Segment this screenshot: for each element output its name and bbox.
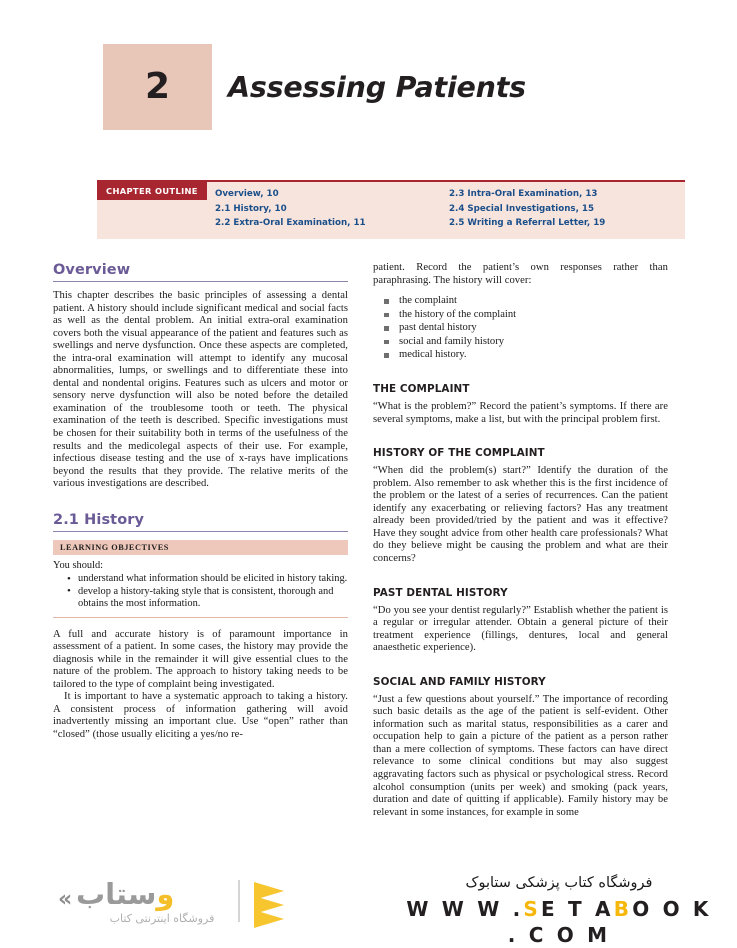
learning-objectives-title: LEARNING OBJECTIVES [53,540,348,555]
subsection-body-past-dental-history: “Do you see your dentist regularly?” Establish whether the patient is a regular or irregular attender. Obtain a general picture of their treatment experience (fillings, dentures, local and general anaesthetic experience). [373,604,668,654]
history-intro-paragraph: patient. Record the patient’s own responses rather than paraphrasing. The history will cover: [373,262,668,286]
site-url-part: S [523,897,542,921]
double-chevron-left-icon: « [58,887,73,912]
outline-entry[interactable]: Overview, 10 [215,189,279,199]
outline-entry[interactable]: 2.5 Writing a Referral Letter, 19 [449,218,606,229]
subsection-heading-social-and-family-history: SOCIAL AND FAMILY HISTORY [373,675,546,688]
spacer [53,491,348,512]
history-heading: 2.1 History [53,511,145,528]
list-item: • develop a history-taking style that is consistent, thorough and obtains the most information. [67,586,348,611]
list-item: medical history. [384,348,668,362]
column-left [53,262,348,742]
outline-entry[interactable]: 2.4 Special Investigations, 15 [449,203,594,214]
list-item: the history of the complaint [384,308,668,322]
overview-paragraph: This chapter describes the basic principles of assessing a dental patient. A history should include significant medical and social facts as well as the dental problem. An initial extra-oral examination covers both the visual appearance of the patient and features such as swellings and nerve dysfunction. Once these aspects are completed, the intra-oral examination will attempt to identify any mucosal abnormalities, lumps, or swellings and to differentiate these into dental and nondental origins. Features such as ulcers and motor or sensory nerve dysfunction will also be noted before the detailed examination of the troublesome tooth or teeth. The physical examination of the teeth is described. Specific investigations must be chosen for their suitability both in terms of the usefulness of the results and the medicolegal aspects of their use. For example, infectious disease testing and the use of x-rays have implications beyond the results that they provide. The relative merits of the various investigations are described. [53,290,348,490]
site-url-part: E T A [541,897,614,921]
spacer [53,618,348,629]
setabook-logo[interactable] [58,877,358,935]
history-rule [53,531,348,532]
history-items-list [373,294,668,362]
logo-chevron-mark-icon [254,881,316,927]
spacer [373,566,668,587]
list-item: • understand what information should be elicited in history taking. [67,573,348,586]
chapter-header [0,44,737,130]
logo-tagline: فروشگاه اینترنتی کتاب [109,912,215,925]
history-paragraph-1: A full and accurate history is of paramount importance in assessment of a patient. In some cases, the history may provide the diagnosis while in the remainder it will give essential clues to the nature of the problem. The approach to history taking needs to be tailored to the type of complaint being investigated. [53,628,348,690]
overview-rule [53,281,348,282]
list-item: the complaint [384,294,668,308]
learning-objectives-body [53,555,348,617]
logo-wordmark-accent: و [156,877,175,911]
list-item: past dental history [384,321,668,335]
chapter-number-box [103,44,212,130]
logo-wordmark-main: ستاب [76,877,157,911]
chapter-outline-label: CHAPTER OUTLINE [97,182,207,200]
page-title: Assessing Patients [228,70,526,104]
chapter-number: 2 [144,66,171,107]
spacer [373,655,668,676]
logo-divider [238,880,240,922]
site-url-part: B [613,897,633,921]
column-right [373,262,668,819]
site-info[interactable] [399,873,719,948]
footer-watermark [0,871,737,947]
site-url[interactable] [399,896,719,948]
outline-entry[interactable]: 2.3 Intra-Oral Examination, 13 [449,189,598,199]
subsection-heading-history-of-the-complaint: HISTORY OF THE COMPLAINT [373,447,545,460]
subsection-heading-the-complaint: THE COMPLAINT [373,383,470,396]
learning-objectives-lead: You should: [53,559,104,571]
history-paragraph-2: It is important to have a systematic approach to taking a history. A consistent process of information gathering will avoid inadvertently missing an important clue. Use “open” rather than “closed” (those usually eliciting a yes/no re- [53,691,348,741]
outline-column-right [449,187,685,231]
site-url-part: O O K . C O M [507,897,712,947]
outline-entry[interactable]: 2.1 History, 10 [215,203,287,214]
learning-objectives-box [53,540,348,618]
subsection-heading-past-dental-history: PAST DENTAL HISTORY [373,586,508,599]
learning-objectives-list [53,573,348,611]
overview-heading: Overview [53,262,131,278]
logo-wordmark [76,879,174,909]
spacer [373,362,668,383]
subsection-body-the-complaint: “What is the problem?” Record the patient’s symptoms. If there are several symptoms, make a list, but with the principal problem first. [373,401,668,425]
outline-entry[interactable]: 2.2 Extra-Oral Examination, 11 [215,218,366,229]
spacer [373,426,668,447]
site-url-part: W W W . [406,897,524,921]
list-item: social and family history [384,335,668,349]
site-persian-label: فروشگاه کتاب پزشکی ستابوک [465,875,653,891]
subsection-body-social-and-family-history: “Just a few questions about yourself.” The importance of recording such basic details as the age of the patient is self-evident. Other information such as marital status, responsibilities as a carer and occupation help to gain a picture of the patient as a person rather than a mere collection of symptoms. These factors can have direct relevance to some clinical conditions but may also suggest aggravating factors such as physical or psychological stress. Record alcohol consumption (units per week) and smoking (pack years, duration and date of quitting if applicable). Family history may be relevant in some instances, for example in some [373,693,668,818]
chapter-outline [97,180,685,239]
subsection-body-history-of-the-complaint: “When did the problem(s) start?” Identify the duration of the problem. Also remember to ask whether this is the first incidence of the problem or the latest of a series of recurrences. Can the patient identify any exacerbating or relieving factors? Has any treatment already been provided/tried by the patient and was it effective? Have they sought advice from other health care professionals? What do they believe might be causing the problem and what are their concerns? [373,465,668,564]
